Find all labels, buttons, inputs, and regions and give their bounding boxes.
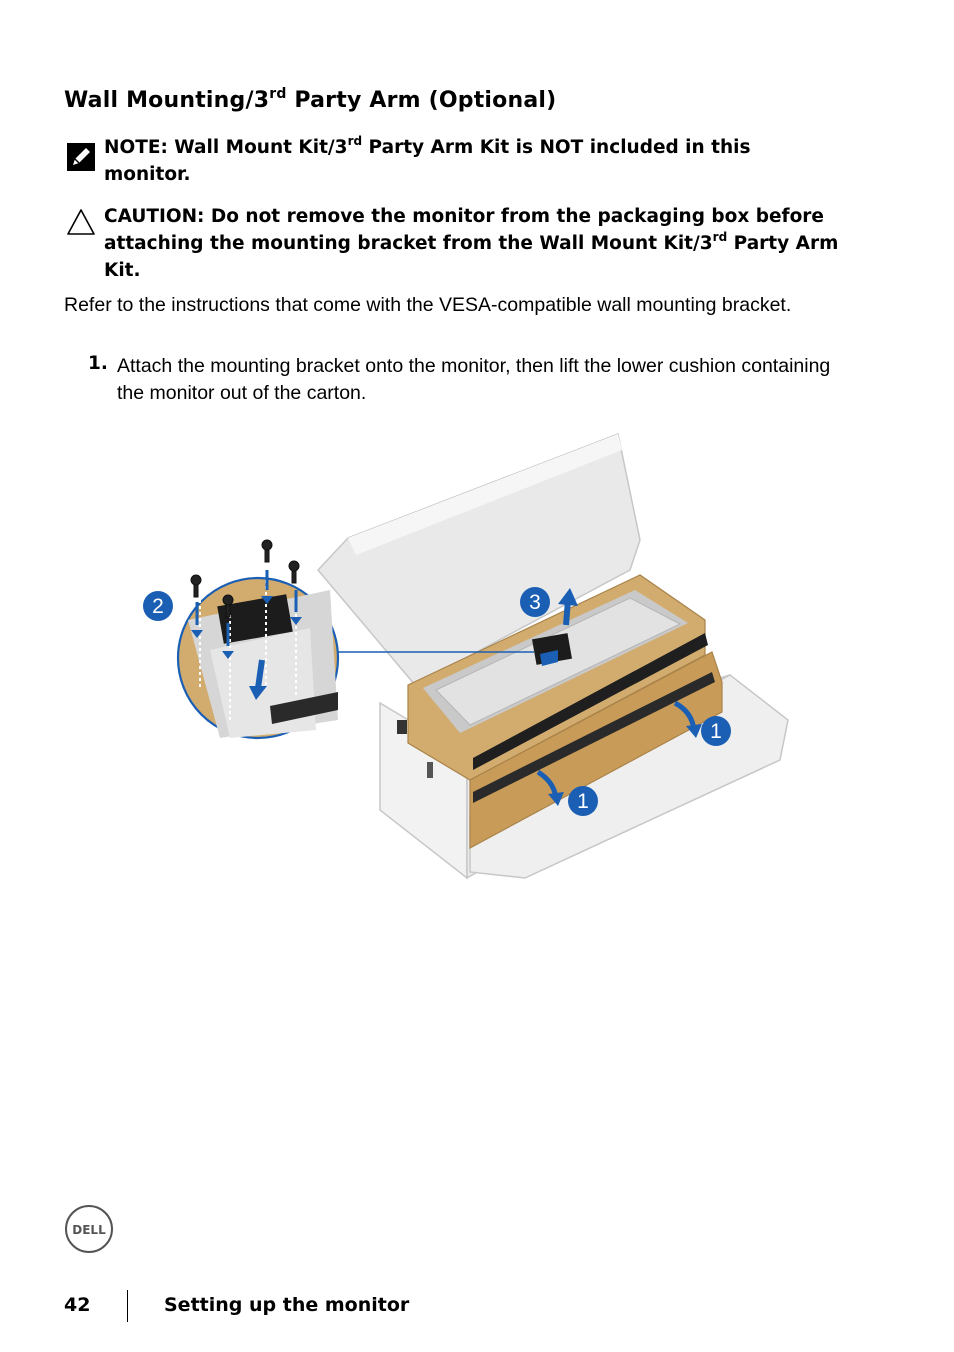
callout-1b — [568, 786, 598, 816]
svg-text:2: 2 — [152, 595, 164, 618]
footer-section-title: Setting up the monitor — [164, 1294, 410, 1316]
step-number: 1. — [88, 353, 108, 374]
caution-text: CAUTION: Do not remove the monitor from the packaging box before attaching the mounting bracket from the Wall Mount Kit/3rd Party Arm Kit. — [104, 206, 839, 281]
svg-text:3: 3 — [529, 591, 541, 614]
svg-text:DELL: DELL — [72, 1223, 106, 1237]
callout-1a — [701, 716, 731, 746]
pencil-note-icon — [66, 142, 96, 172]
callout-3 — [520, 587, 550, 617]
callout-2 — [143, 591, 173, 621]
warning-triangle-icon — [66, 208, 96, 236]
step-text: Attach the mounting bracket onto the monitor, then lift the lower cushion containing the monitor out of the carton. — [117, 355, 831, 404]
footer-divider — [127, 1290, 128, 1322]
wall-mount-illustration — [140, 420, 810, 900]
page-heading: Wall Mounting/3rd Party Arm (Optional) — [64, 86, 557, 113]
instructions-paragraph: Refer to the instructions that come with the VESA-compatible wall mounting bracket. — [64, 294, 792, 316]
svg-text:1: 1 — [710, 720, 722, 743]
dell-logo-icon — [64, 1204, 114, 1254]
note-text: NOTE: Wall Mount Kit/3rd Party Arm Kit is NOT included in this monitor. — [104, 134, 751, 185]
svg-text:1: 1 — [577, 790, 589, 813]
page-number: 42 — [64, 1294, 91, 1316]
